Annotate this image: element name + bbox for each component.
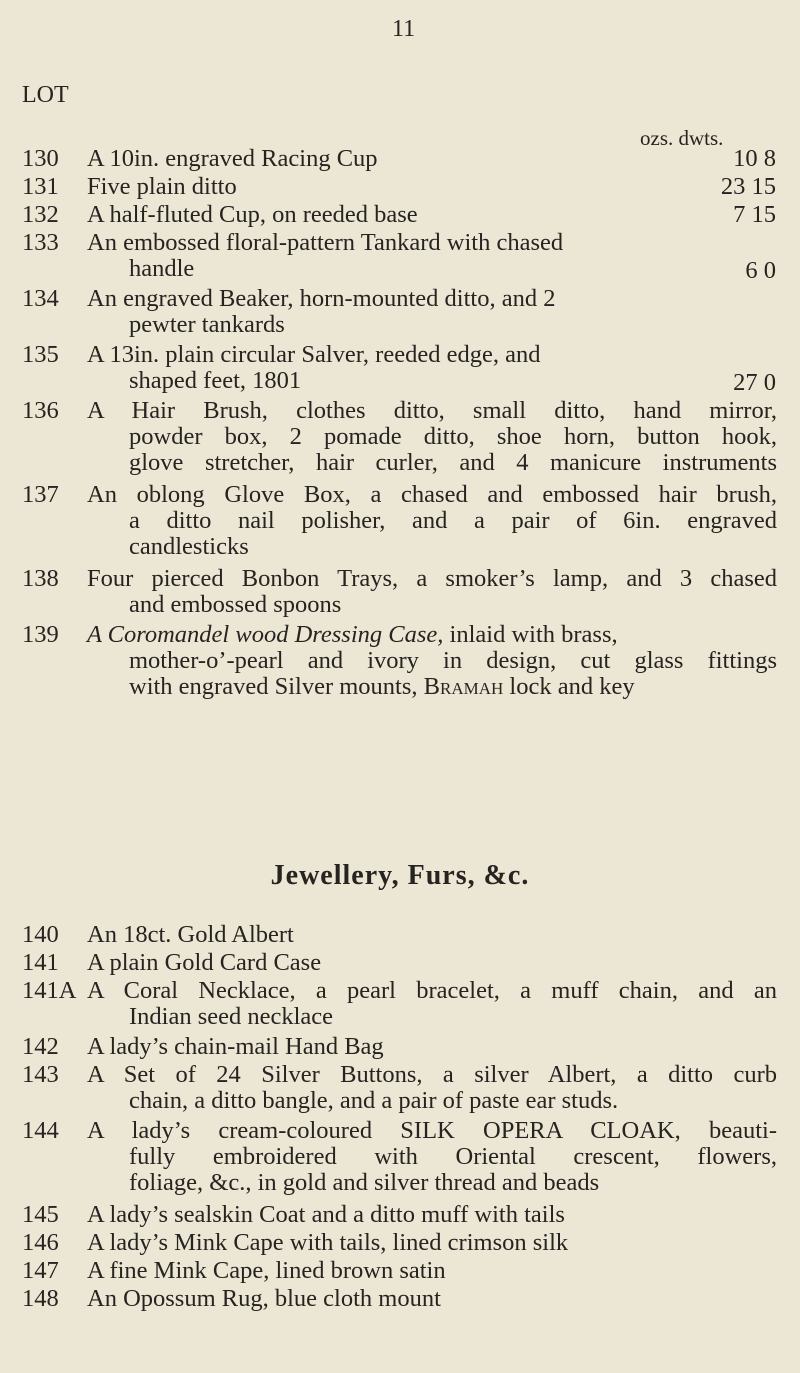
lot-number: 147 bbox=[22, 1257, 59, 1284]
description-line bbox=[87, 622, 777, 648]
lot-description bbox=[87, 1062, 777, 1114]
description-line: and embossed spoons bbox=[129, 591, 342, 618]
lot-column-header: LOT bbox=[22, 82, 69, 108]
lot-description bbox=[87, 1118, 777, 1196]
lot-number: 145 bbox=[22, 1201, 59, 1228]
description-line: An Opossum Rug, blue cloth mount bbox=[87, 1285, 441, 1312]
lot-number: 138 bbox=[22, 565, 59, 592]
description-line: fully embroidered with Oriental crescent, flowers, bbox=[129, 1144, 777, 1170]
description-line: A Set of 24 Silver Buttons, a silver Albert, a ditto curb bbox=[87, 1062, 777, 1088]
description-line: A half-fluted Cup, on reeded base bbox=[87, 201, 418, 228]
description-line: pewter tankards bbox=[129, 311, 285, 338]
lot-number: 143 bbox=[22, 1061, 59, 1088]
description-line: Indian seed necklace bbox=[129, 1003, 334, 1030]
lot-number: 144 bbox=[22, 1117, 59, 1144]
lot-number: 140 bbox=[22, 921, 59, 948]
lot-description bbox=[87, 922, 777, 948]
description-line: A lady’s cream-coloured SILK OPERA CLOAK, beauti- bbox=[87, 1118, 777, 1144]
lot-weight: 6 0 bbox=[745, 257, 776, 284]
dressing-case-title: A Coromandel wood Dressing Case, bbox=[87, 621, 444, 648]
lot-number: 130 bbox=[22, 145, 59, 172]
lot-number: 141 bbox=[22, 949, 59, 976]
description-line: chain, a ditto bangle, and a pair of paste ear studs. bbox=[129, 1087, 619, 1114]
lot-description bbox=[87, 286, 777, 338]
description-line: An engraved Beaker, horn-mounted ditto, and 2 bbox=[87, 285, 556, 312]
description-line: A 10in. engraved Racing Cup bbox=[87, 145, 378, 172]
lot-description bbox=[87, 950, 777, 976]
lot-description bbox=[87, 146, 777, 172]
lot-number: 134 bbox=[22, 285, 59, 312]
lot-number: 133 bbox=[22, 229, 59, 256]
lot-description bbox=[87, 1230, 777, 1256]
section-heading: Jewellery, Furs, &c. bbox=[270, 860, 530, 891]
description-line: shaped feet, 1801 bbox=[129, 367, 302, 394]
lot-description bbox=[87, 978, 777, 1030]
lot-description bbox=[87, 1202, 777, 1228]
description-line: A fine Mink Cape, lined brown satin bbox=[87, 1257, 446, 1284]
description-line: Four pierced Bonbon Trays, a smoker’s lamp, and 3 chased bbox=[87, 566, 777, 592]
lot-description bbox=[87, 174, 777, 200]
lot-number: 131 bbox=[22, 173, 59, 200]
lot-description bbox=[87, 230, 777, 282]
lot-description bbox=[87, 1258, 777, 1284]
description-line: candlesticks bbox=[129, 533, 249, 560]
lot-number: 139 bbox=[22, 621, 59, 648]
description-line: An 18ct. Gold Albert bbox=[87, 921, 294, 948]
lot-description bbox=[87, 1034, 777, 1060]
description-line: A lady’s Mink Cape with tails, lined crimson silk bbox=[87, 1229, 569, 1256]
lot-description bbox=[87, 1286, 777, 1312]
lot-weight: 7 15 bbox=[733, 201, 776, 228]
lot-number: 146 bbox=[22, 1229, 59, 1256]
lot-description bbox=[87, 202, 777, 228]
description-line: A Hair Brush, clothes ditto, small ditto, hand mirror, bbox=[87, 398, 777, 424]
description-line: handle bbox=[129, 255, 195, 282]
description-line: A lady’s sealskin Coat and a ditto muff with tails bbox=[87, 1201, 565, 1228]
page-number: 11 bbox=[392, 16, 416, 42]
lot-number: 137 bbox=[22, 481, 59, 508]
maker-name: Bramah bbox=[423, 673, 504, 700]
lot-number: 136 bbox=[22, 397, 59, 424]
lot-description bbox=[87, 342, 777, 394]
lot-number: 148 bbox=[22, 1285, 59, 1312]
description-line: mother-o’-pearl and ivory in design, cut glass fittings bbox=[129, 648, 777, 674]
lot-description bbox=[87, 622, 777, 700]
description-line: glove stretcher, hair curler, and 4 manicure instruments bbox=[129, 450, 777, 476]
lot-weight: 10 8 bbox=[733, 145, 776, 172]
lot-weight: 27 0 bbox=[733, 369, 776, 396]
lot-description bbox=[87, 398, 777, 476]
lot-number: 141A bbox=[22, 977, 77, 1004]
description-line: A Coral Necklace, a pearl bracelet, a muff chain, and an bbox=[87, 978, 777, 1004]
description-line: An embossed floral-pattern Tankard with chased bbox=[87, 229, 564, 256]
lot-description bbox=[87, 566, 777, 618]
description-line: A plain Gold Card Case bbox=[87, 949, 322, 976]
description-line: Five plain ditto bbox=[87, 173, 237, 200]
lot-number: 135 bbox=[22, 341, 59, 368]
description-line: A lady’s chain-mail Hand Bag bbox=[87, 1033, 384, 1060]
description-line: An oblong Glove Box, a chased and embossed hair brush, bbox=[87, 482, 777, 508]
lot-description bbox=[87, 482, 777, 560]
lot-weight: 23 15 bbox=[720, 173, 776, 200]
description-line: foliage, &c., in gold and silver thread and beads bbox=[129, 1169, 600, 1196]
description-text: inlaid with brass, bbox=[443, 621, 618, 648]
description-line: powder box, 2 pomade ditto, shoe horn, button hook, bbox=[129, 424, 777, 450]
lot-number: 132 bbox=[22, 201, 59, 228]
description-text: lock and key bbox=[503, 673, 635, 700]
description-line bbox=[87, 674, 777, 700]
weight-units-header: ozs. dwts. bbox=[640, 126, 724, 150]
description-text: with engraved Silver mounts, bbox=[129, 673, 424, 700]
lot-number: 142 bbox=[22, 1033, 59, 1060]
description-line: a ditto nail polisher, and a pair of 6in. engraved bbox=[129, 508, 777, 534]
description-line: A 13in. plain circular Salver, reeded edge, and bbox=[87, 341, 541, 368]
